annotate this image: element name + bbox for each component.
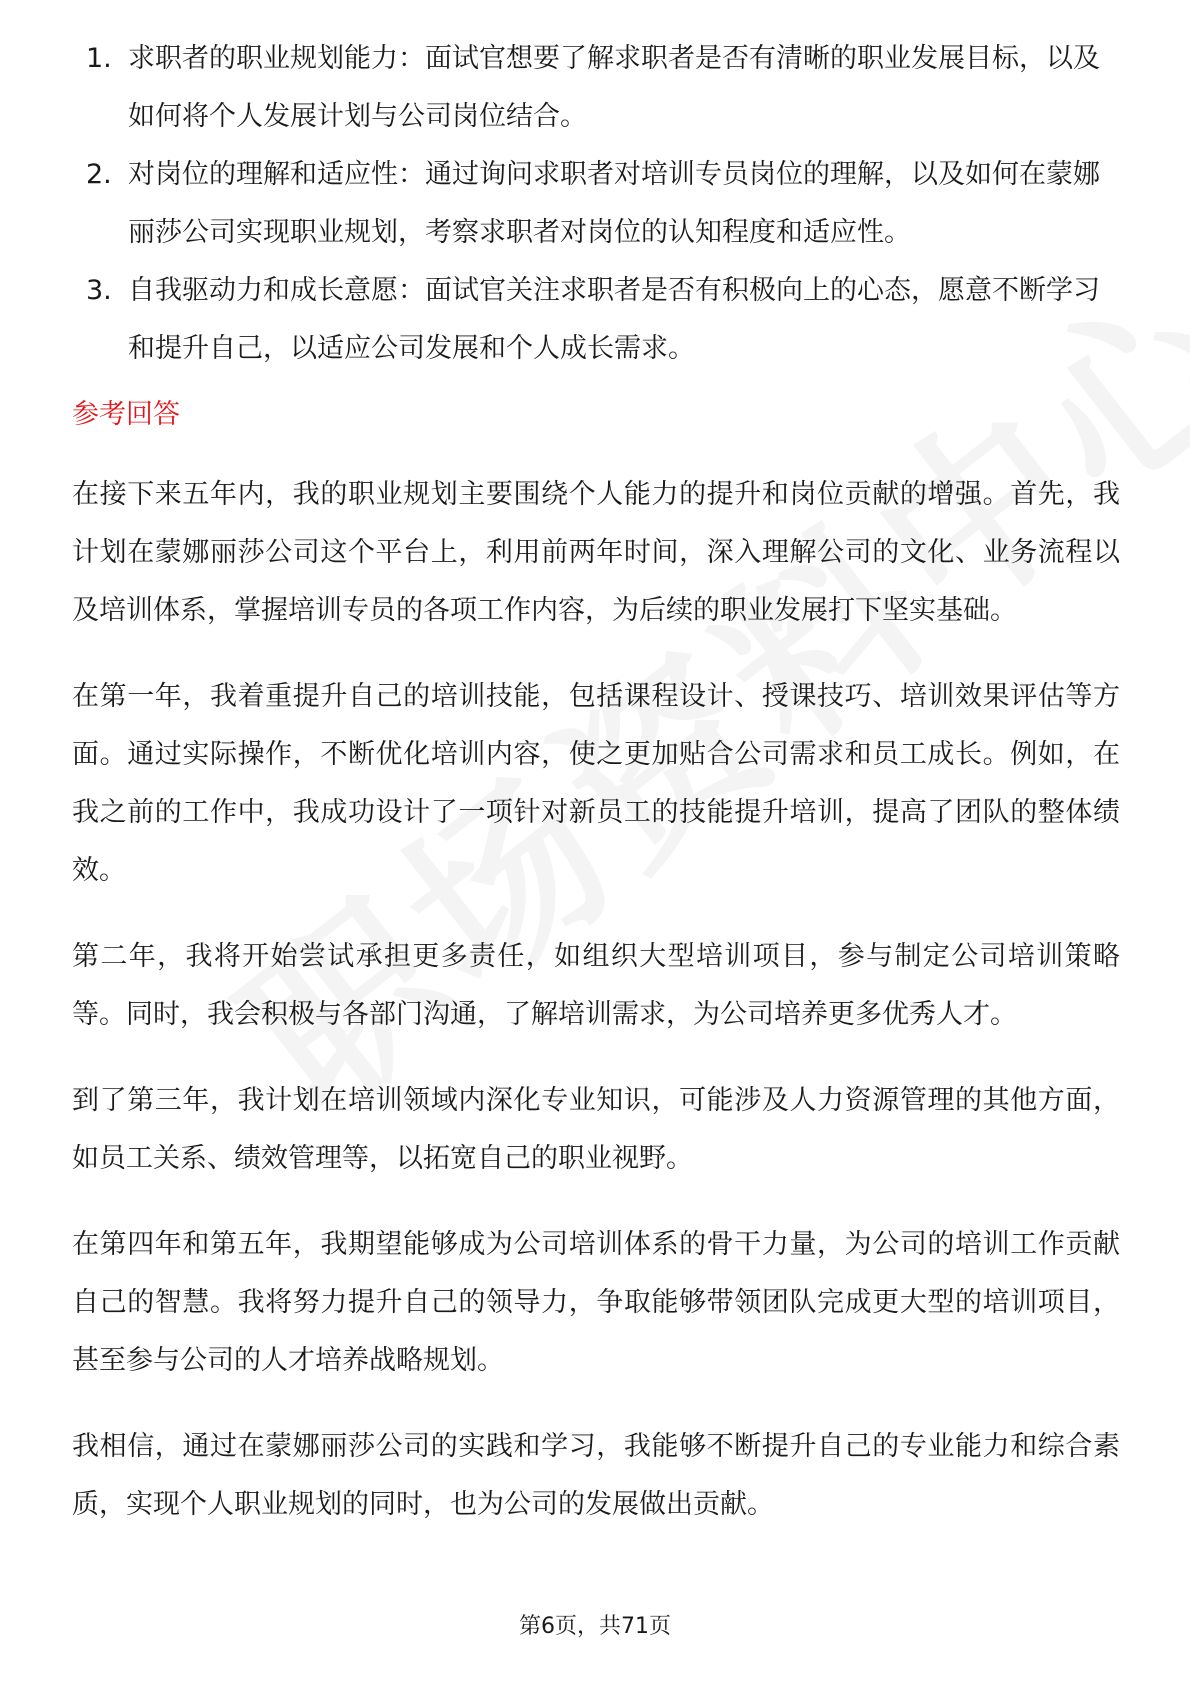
- list-number: 2.: [86, 159, 112, 190]
- list-item: [86, 262, 1126, 378]
- list-text: 求职者的职业规划能力：面试官想要了解求职者是否有清晰的职业发展目标，以及如何将个人发展计划与公司岗位结合。: [128, 43, 1100, 132]
- list-number: 3.: [86, 275, 112, 306]
- list-number: 1.: [86, 43, 112, 74]
- page-footer: 第6页，共71页: [519, 1614, 671, 1639]
- list-text: 自我驱动力和成长意愿：面试官关注求职者是否有积极向上的心态，愿意不断学习和提升自己，以适应公司发展和个人成长需求。: [128, 275, 1100, 364]
- list-item: [86, 146, 1126, 262]
- answer-paragraph: 在接下来五年内，我的职业规划主要围绕个人能力的提升和岗位贡献的增强。首先，我计划在蒙娜丽莎公司这个平台上，利用前两年时间，深入理解公司的文化、业务流程以及培训体系，掌握培训专员的各项工作内容，为后续的职业发展打下坚实基础。: [72, 479, 1120, 626]
- answer-paragraph: 到了第三年，我计划在培训领域内深化专业知识，可能涉及人力资源管理的其他方面，如员工关系、绩效管理等，以拓宽自己的职业视野。: [72, 1085, 1120, 1174]
- answer-paragraph: 我相信，通过在蒙娜丽莎公司的实践和学习，我能够不断提升自己的专业能力和综合素质，实现个人职业规划的同时，也为公司的发展做出贡献。: [72, 1431, 1120, 1520]
- list-text: 对岗位的理解和适应性：通过询问求职者对培训专员岗位的理解，以及如何在蒙娜丽莎公司实现职业规划，考察求职者对岗位的认知程度和适应性。: [128, 159, 1100, 248]
- answer-paragraph: 在第四年和第五年，我期望能够成为公司培训体系的骨干力量，为公司的培训工作贡献自己的智慧。我将努力提升自己的领导力，争取能够带领团队完成更大型的培训项目，甚至参与公司的人才培养战略规划。: [72, 1229, 1120, 1376]
- list-item: [86, 30, 1126, 146]
- answer-heading: 参考回答: [72, 399, 180, 430]
- answer-paragraph: 在第一年，我着重提升自己的培训技能，包括课程设计、授课技巧、培训效果评估等方面。通过实际操作，不断优化培训内容，使之更加贴合公司需求和员工成长。例如，在我之前的工作中，我成功设计了一项针对新员工的技能提升培训，提高了团队的整体绩效。: [72, 681, 1120, 886]
- criteria-list: [86, 30, 1126, 378]
- answer-body: [72, 466, 1120, 1562]
- answer-paragraph: 第二年，我将开始尝试承担更多责任，如组织大型培训项目，参与制定公司培训策略等。同时，我会积极与各部门沟通，了解培训需求，为公司培养更多优秀人才。: [72, 941, 1120, 1030]
